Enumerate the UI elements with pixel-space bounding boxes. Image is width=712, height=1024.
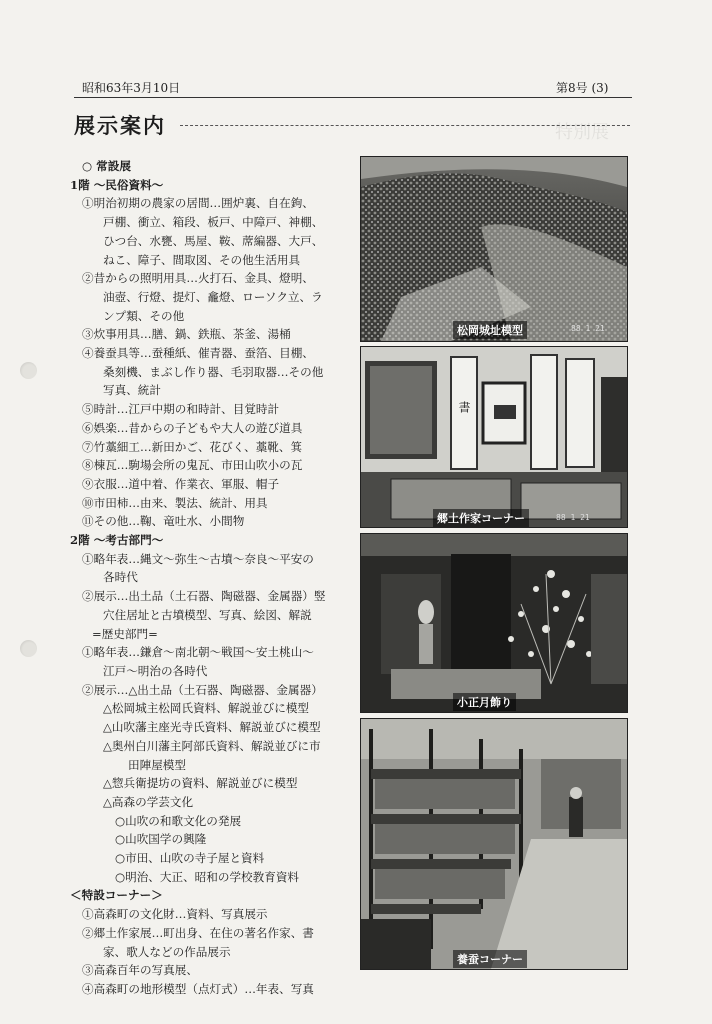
punch-hole [20, 640, 37, 657]
text-line: ⑦竹藁細工…新田かご、花びく、藁靴、箕 [82, 439, 303, 454]
exhibit-guide-text [70, 157, 345, 999]
text-line: ②展示…△出土品（土石器、陶磁器、金属器） [82, 682, 323, 697]
koshogatsu-image [361, 534, 627, 712]
section-title: 展示案内 [74, 113, 166, 138]
text-line: 2階 〜考古部門〜 [70, 533, 164, 548]
text-line: ○ 常設展 [82, 159, 131, 173]
text-line: 田陣屋模型 [128, 757, 186, 772]
header-rule [74, 97, 632, 98]
text-line: ④養蚕具等…蚕種紙、催青器、蚕箔、目棚、 [82, 346, 314, 361]
sericulture-image [361, 719, 627, 969]
text-line: ⑩市田柿…由来、製法、統計、用具 [82, 495, 268, 510]
text-line: 各時代 [103, 570, 138, 585]
photo-sericulture-corner [360, 718, 628, 970]
text-line: ねこ、障子、間取図、その他生活用具 [103, 252, 301, 267]
text-line: ①高森町の文化財…資料、写真展示 [82, 907, 268, 922]
text-line: 1階 〜民俗資料〜 [70, 177, 164, 192]
text-line: ⑨衣服…道中着、作業衣、軍服、帽子 [82, 476, 280, 491]
svg-text:書: 書 [457, 401, 471, 413]
text-line: 家、歌人などの作品展示 [103, 944, 231, 959]
text-line: 穴住居址と古墳模型、写真、絵図、解説 [103, 607, 312, 622]
photo-castle-model [360, 156, 628, 342]
text-line: ②郷土作家展…町出身、在住の著名作家、書 [82, 925, 314, 940]
text-line: ○山吹国学の興隆 [115, 832, 207, 847]
header-issue-number: 第8号 (3) [556, 81, 609, 95]
text-line: ①明治初期の農家の居間…囲炉裏、自在鉤、 [82, 196, 314, 211]
photo-koshogatsu-decorations [360, 533, 628, 713]
text-line: ①略年表…鎌倉〜南北朝〜戦国〜安土桃山〜 [82, 645, 314, 660]
caption-sericulture-corner: 養蚕コーナー [453, 950, 527, 968]
text-line: ⑧棟瓦…駒場会所の鬼瓦、市田山吹小の瓦 [82, 458, 303, 473]
text-line: 油壺、行燈、提灯、龕燈、ローソク立、ラ [103, 289, 323, 304]
text-line: ②展示…出土品（土石器、陶磁器、金属器）竪 [82, 589, 326, 604]
text-line: ○明治、大正、昭和の学校教育資料 [115, 869, 300, 884]
photo-local-artist-corner [360, 346, 628, 528]
text-line: ②昔からの照明用具…火打石、金具、燈明、 [82, 271, 314, 286]
text-line: 江戸〜明治の各時代 [103, 663, 208, 678]
caption-koshogatsu-decorations: 小正月飾り [453, 693, 516, 711]
caption-local-artist-corner: 郷土作家コーナー [433, 509, 529, 527]
text-line: △山吹藩主座光寺氏資料、解説並びに模型 [103, 720, 321, 735]
text-line: ⑥娯楽…昔からの子どもや大人の遊び道具 [82, 420, 303, 435]
text-line: ①略年表…縄文〜弥生〜古墳〜奈良〜平安の [82, 551, 314, 566]
date-stamp: 88 1 21 [556, 513, 590, 522]
text-line: ○市田、山吹の寺子屋と資料 [115, 851, 265, 866]
text-line: ③高森百年の写真展、 [82, 963, 198, 978]
text-line: ④高森町の地形模型（点灯式）…年表、写真 [82, 981, 314, 996]
text-line: =歴史部門= [92, 626, 158, 641]
text-line: 桑刻機、まぶし作り器、毛羽取器…その他 [103, 364, 324, 379]
text-line: ＜特設コーナー＞ [70, 888, 163, 903]
text-line: △奥州白川藩主阿部氏資料、解説並びに市 [103, 738, 321, 753]
text-line: ひつ台、水甕、馬屋、鞍、蓆編器、大戸、 [103, 233, 324, 248]
text-line: ○山吹の和歌文化の発展 [115, 813, 242, 828]
text-line: ③炊事用具…膳、鍋、鉄瓶、茶釜、湯桶 [82, 327, 291, 342]
text-line: ンプ類、その他 [103, 308, 185, 323]
punch-hole [20, 362, 37, 379]
caption-castle-model: 松岡城址模型 [453, 321, 527, 339]
text-line: △松岡城主松岡氏資料、解説並びに模型 [103, 701, 310, 716]
text-line: 写真、統計 [103, 383, 161, 398]
text-line: △惣兵衛提坊の資料、解説並びに模型 [103, 776, 298, 791]
date-stamp: 88 1 21 [571, 324, 605, 333]
show-through-text: 特別展 [555, 122, 609, 143]
text-line: ⑪その他…鞠、竜吐水、小間物 [82, 514, 245, 529]
artist-corner-image [361, 347, 627, 527]
castle-model-image [361, 157, 627, 341]
text-line: △高森の学芸文化 [103, 794, 194, 809]
text-line: ⑤時計…江戸中期の和時計、目覚時計 [82, 402, 280, 417]
header-date: 昭和63年3月10日 [82, 81, 181, 95]
text-line: 戸棚、衝立、箱段、板戸、中障戸、神棚、 [103, 215, 324, 230]
